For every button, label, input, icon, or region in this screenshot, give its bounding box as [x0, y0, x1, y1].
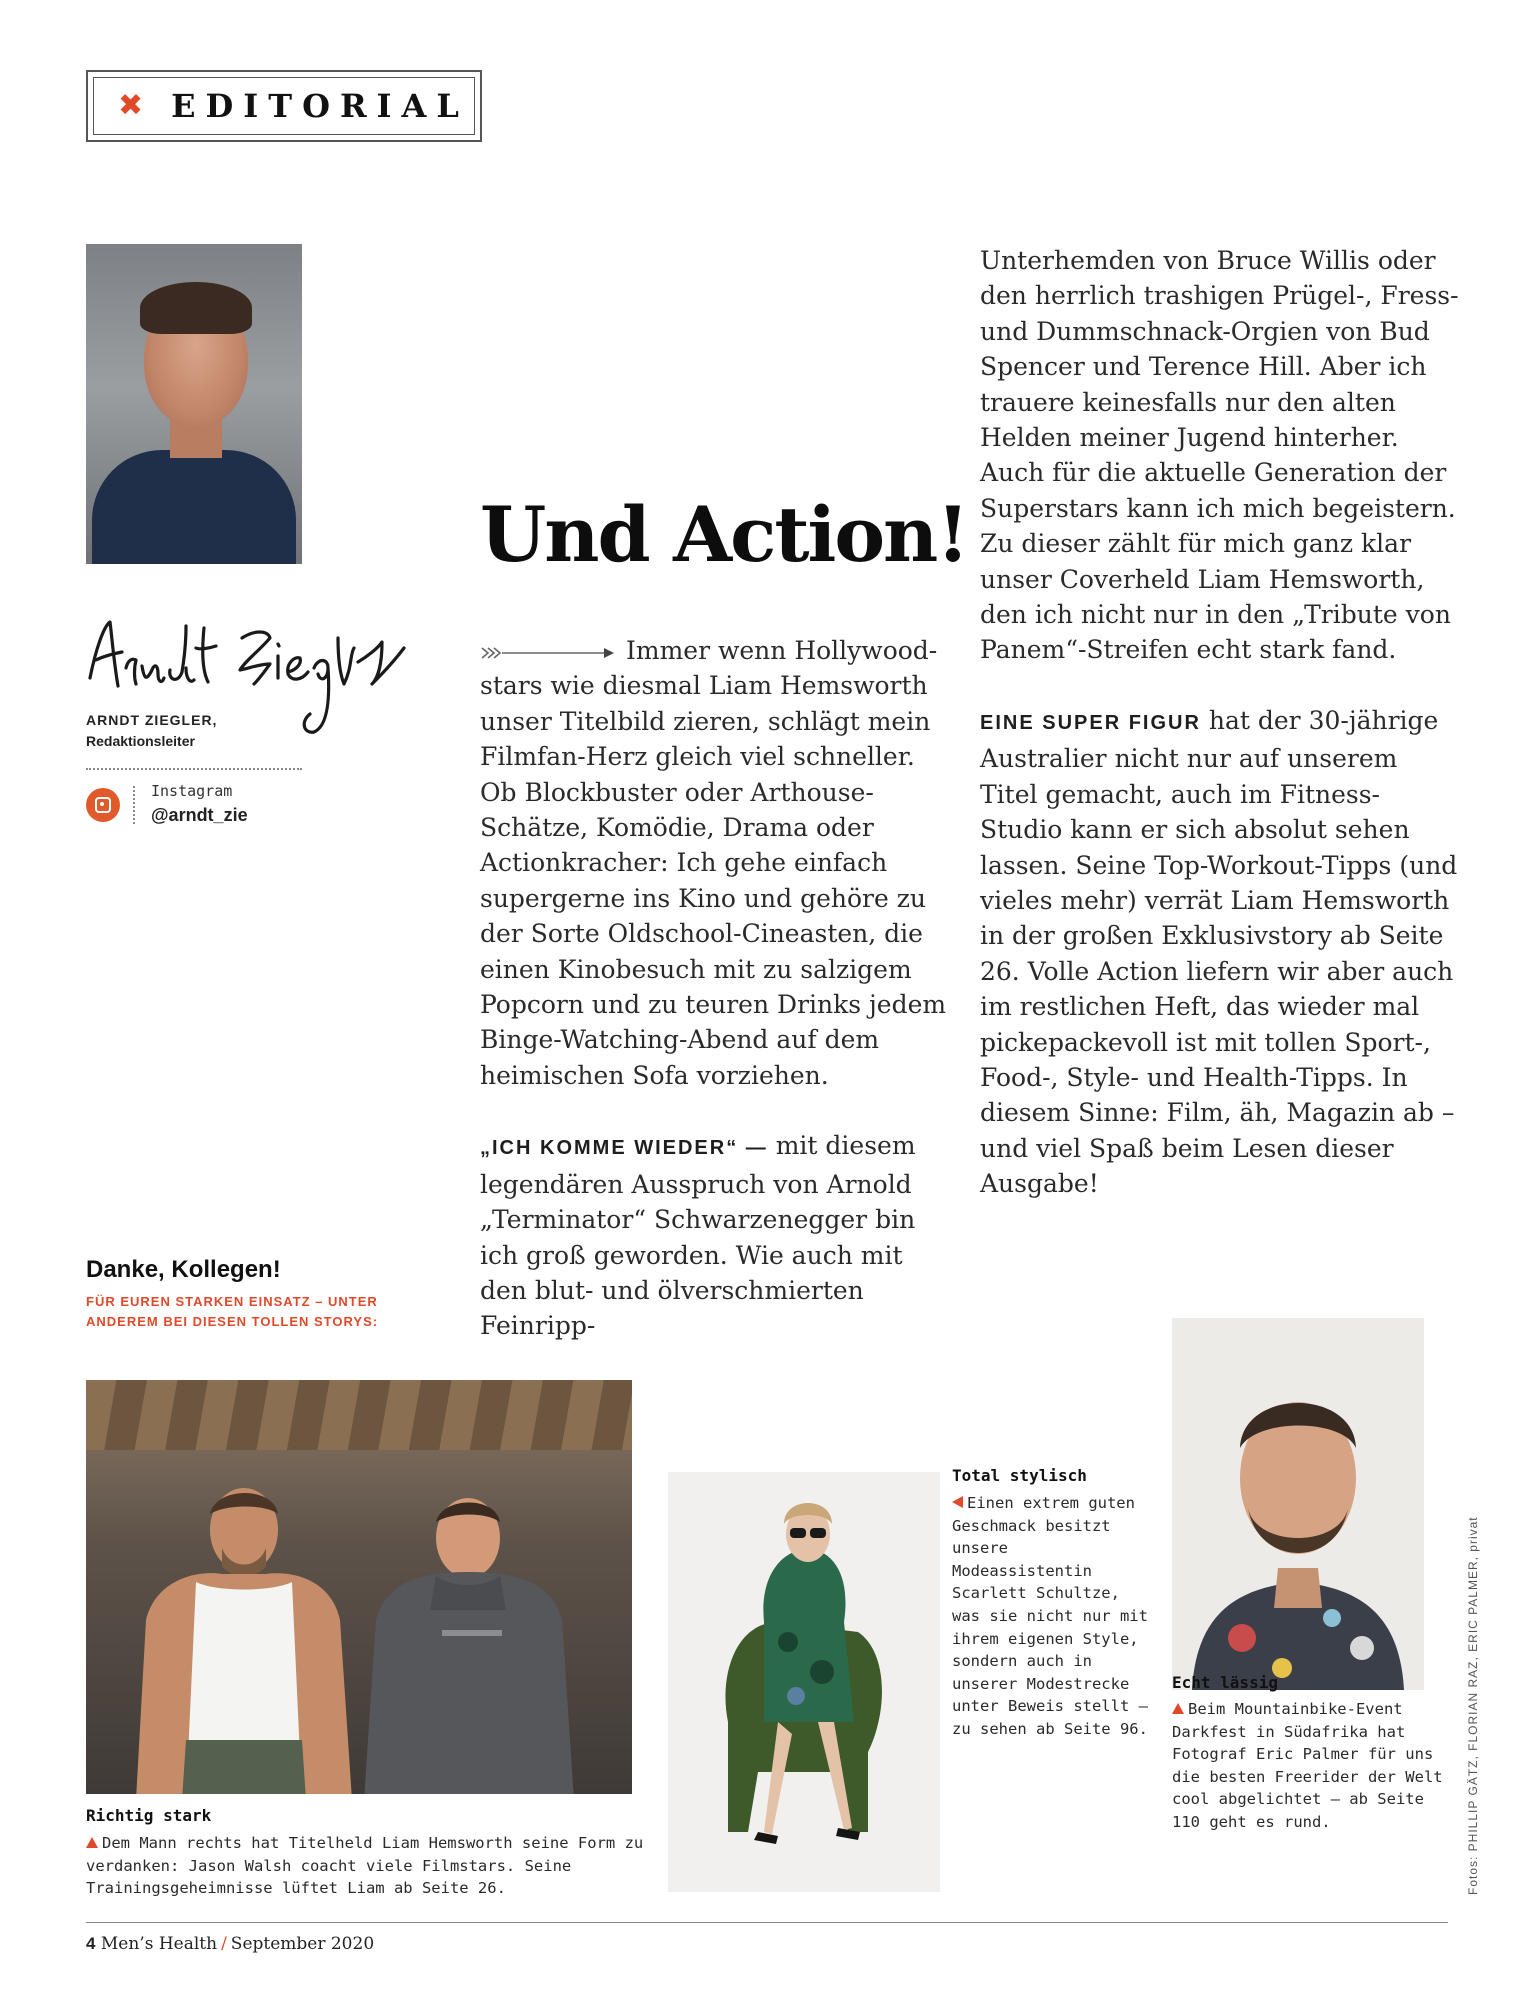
caption-title: Echt lässig — [1172, 1673, 1278, 1692]
paragraph-lead: EINE SUPER FIGUR — [980, 711, 1201, 734]
caption-title: Total stylisch — [952, 1466, 1087, 1485]
divider — [133, 786, 135, 824]
page-number: 4 — [86, 1934, 96, 1953]
photo-fashion — [668, 1472, 940, 1892]
paragraph — [480, 633, 956, 1093]
triangle-left-icon — [952, 1496, 963, 1508]
instagram-icon[interactable] — [86, 788, 120, 822]
person-figure — [668, 1472, 940, 1892]
triangle-up-icon — [1172, 1703, 1184, 1714]
caption-text — [1172, 1698, 1452, 1834]
paragraph: Unterhemden von Bruce Willis oder den herrlich trashigen Prügel-, Fress- und Dummschnack-Orgien von Bud Spencer und Terence Hill. Aber ich trauere keinesfalls nur den alten Helden meiner Jugend hinterher. Auch für die aktuelle Generation der Superstars kann ich mich begeistern. Zu dieser zählt für mich ganz klar unser Coverheld Liam Hemsworth, den ich nicht nur in den „Tribute von Panem“-Streifen echt stark fand. — [980, 246, 1459, 665]
paragraph-lead: „ICH KOMME WIEDER“ — — [480, 1137, 768, 1160]
headline: Und Action! — [480, 490, 968, 579]
body-column-left — [480, 633, 956, 1344]
caption-body: Dem Mann rechts hat Titelheld Liam Hemsworth seine Form zu verdanken: Jason Walsh coacht viele Filmstars. Seine Trainingsgeheimnisse lüftet Liam ab Seite 26. — [86, 1834, 644, 1898]
divider — [86, 768, 302, 770]
section-label-box — [86, 70, 482, 142]
author-portrait — [86, 244, 302, 564]
paragraph-text: hat der 30-jährige Australier nicht nur auf unserem Titel gemacht, auch im Fitness-Studio kann er sich absolut sehen lassen. Seine Top-Workout-Tipps (und vieles mehr) verrät Liam Hemsworth in der großen Exklusivstory ab Seite 26. Volle Action liefern wir aber auch im restlichen Heft, das wieder mal pickepackevoll ist mit tollen Sport-, Food-, Style- und Health-Tipps. In diesem Sinne: Film, äh, Magazin ab – und viel Spaß beim Lesen dieser Ausgabe! — [980, 705, 1458, 1199]
photo-gym — [86, 1380, 632, 1794]
instagram-handle[interactable]: @arndt_zie — [151, 805, 248, 825]
arrow-icon — [480, 646, 616, 660]
footer-rule — [86, 1922, 1448, 1923]
caption-title: Richtig stark — [86, 1806, 212, 1825]
paragraph-text: Immer wenn Hollywoodstars wie diesmal Liam Hemsworth unser Titelbild zieren, schlägt mein Filmfan-Herz gleich viel schneller. Ob Blockbuster oder Arthouse-Schätze, Komödie, Drama oder Actionkracher: Ich gehe einfach supergerne ins Kino und gehöre zu der Sorte Oldschool-Cineasten, die einen Kinobesuch mit zu salzigem Popcorn und zu teuren Drinks jedem Binge-Watching-Abend auf dem heimischen Sofa vorziehen. — [480, 636, 947, 1090]
paragraph — [980, 703, 1460, 1202]
caption-body: Beim Mountainbike-Event Darkfest in Südafrika hat Fotograf Eric Palmer für uns die besten Freerider der Welt cool abgelichtet – ab Seite 110 geht es rund. — [1172, 1700, 1443, 1831]
caption-body: Einen extrem guten Geschmack besitzt unsere Modeassistentin Scarlett Schultze, was sie nicht nur mit ihrem eigenen Style, sondern auch in unserer Modestrecke unter Beweis stellt – zu sehen ab Seite 96. — [952, 1494, 1148, 1738]
person-figure — [356, 1480, 586, 1794]
person-figure — [1172, 1318, 1424, 1690]
issue-date: September 2020 — [230, 1934, 375, 1954]
thanks-title: Danke, Kollegen! — [86, 1256, 281, 1283]
footer-separator: / — [221, 1934, 227, 1954]
caption-text — [952, 1492, 1152, 1741]
body-column-right — [980, 243, 1460, 1202]
triangle-up-icon — [86, 1837, 98, 1848]
paragraph-text: mit diesem legendären Ausspruch von Arnold „Terminator“ Schwarzenegger bin ich groß geworden. Wie auch mit den blut- und ölverschmierten Feinripp- — [480, 1131, 916, 1341]
paragraph — [480, 1128, 956, 1343]
photo-credit: Fotos: PHILLIP GÄTZ, FLORIAN RAZ, ERIC PALMER, privat — [1466, 1516, 1480, 1895]
author-name: ARNDT ZIEGLER, — [86, 712, 218, 728]
person-figure — [126, 1470, 356, 1794]
instagram-label: Instagram — [151, 782, 233, 800]
footer — [86, 1934, 374, 1954]
magazine-name: Men’s Health — [100, 1934, 218, 1954]
author-role: Redaktionsleiter — [86, 733, 195, 749]
caption-text — [86, 1832, 646, 1900]
photo-portrait — [1172, 1318, 1424, 1690]
cross-icon: ✖ — [118, 88, 144, 123]
section-label: EDITORIAL — [171, 87, 469, 125]
thanks-subtitle: FÜR EUREN STARKEN EINSATZ – UNTER ANDEREM BEI DIESEN TOLLEN STORYS: — [86, 1294, 379, 1329]
